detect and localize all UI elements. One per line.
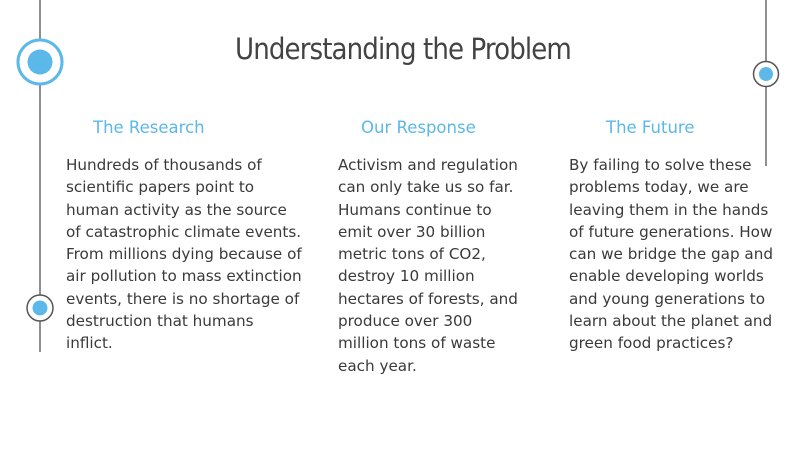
- page-title: Understanding the Problem: [235, 32, 571, 66]
- column-body-response: Activism and regulation can only take us so far. Humans continue to emit over 30 billion metric tons of CO2, destroy 10 million hectares of forests, and produce over 300 million tons of waste each year.: [338, 156, 518, 375]
- column-heading-response: Our Response: [361, 118, 476, 137]
- circle-ornament-mid-left: [27, 295, 53, 321]
- column-body-future: By failing to solve these problems today, we are leaving them in the hands of future generations. How can we bridge the gap and enable developing worlds and young generations to learn about the planet and green food practices?: [569, 156, 774, 353]
- column-heading-future: The Future: [606, 118, 695, 137]
- column-heading-research: The Research: [93, 118, 205, 137]
- column-body-research: Hundreds of thousands of scientific papers point to human activity as the source of catastrophic climate events. From millions dying because of air pollution to mass extinction events, there is no shortage of destruction that humans inflict.: [66, 156, 302, 353]
